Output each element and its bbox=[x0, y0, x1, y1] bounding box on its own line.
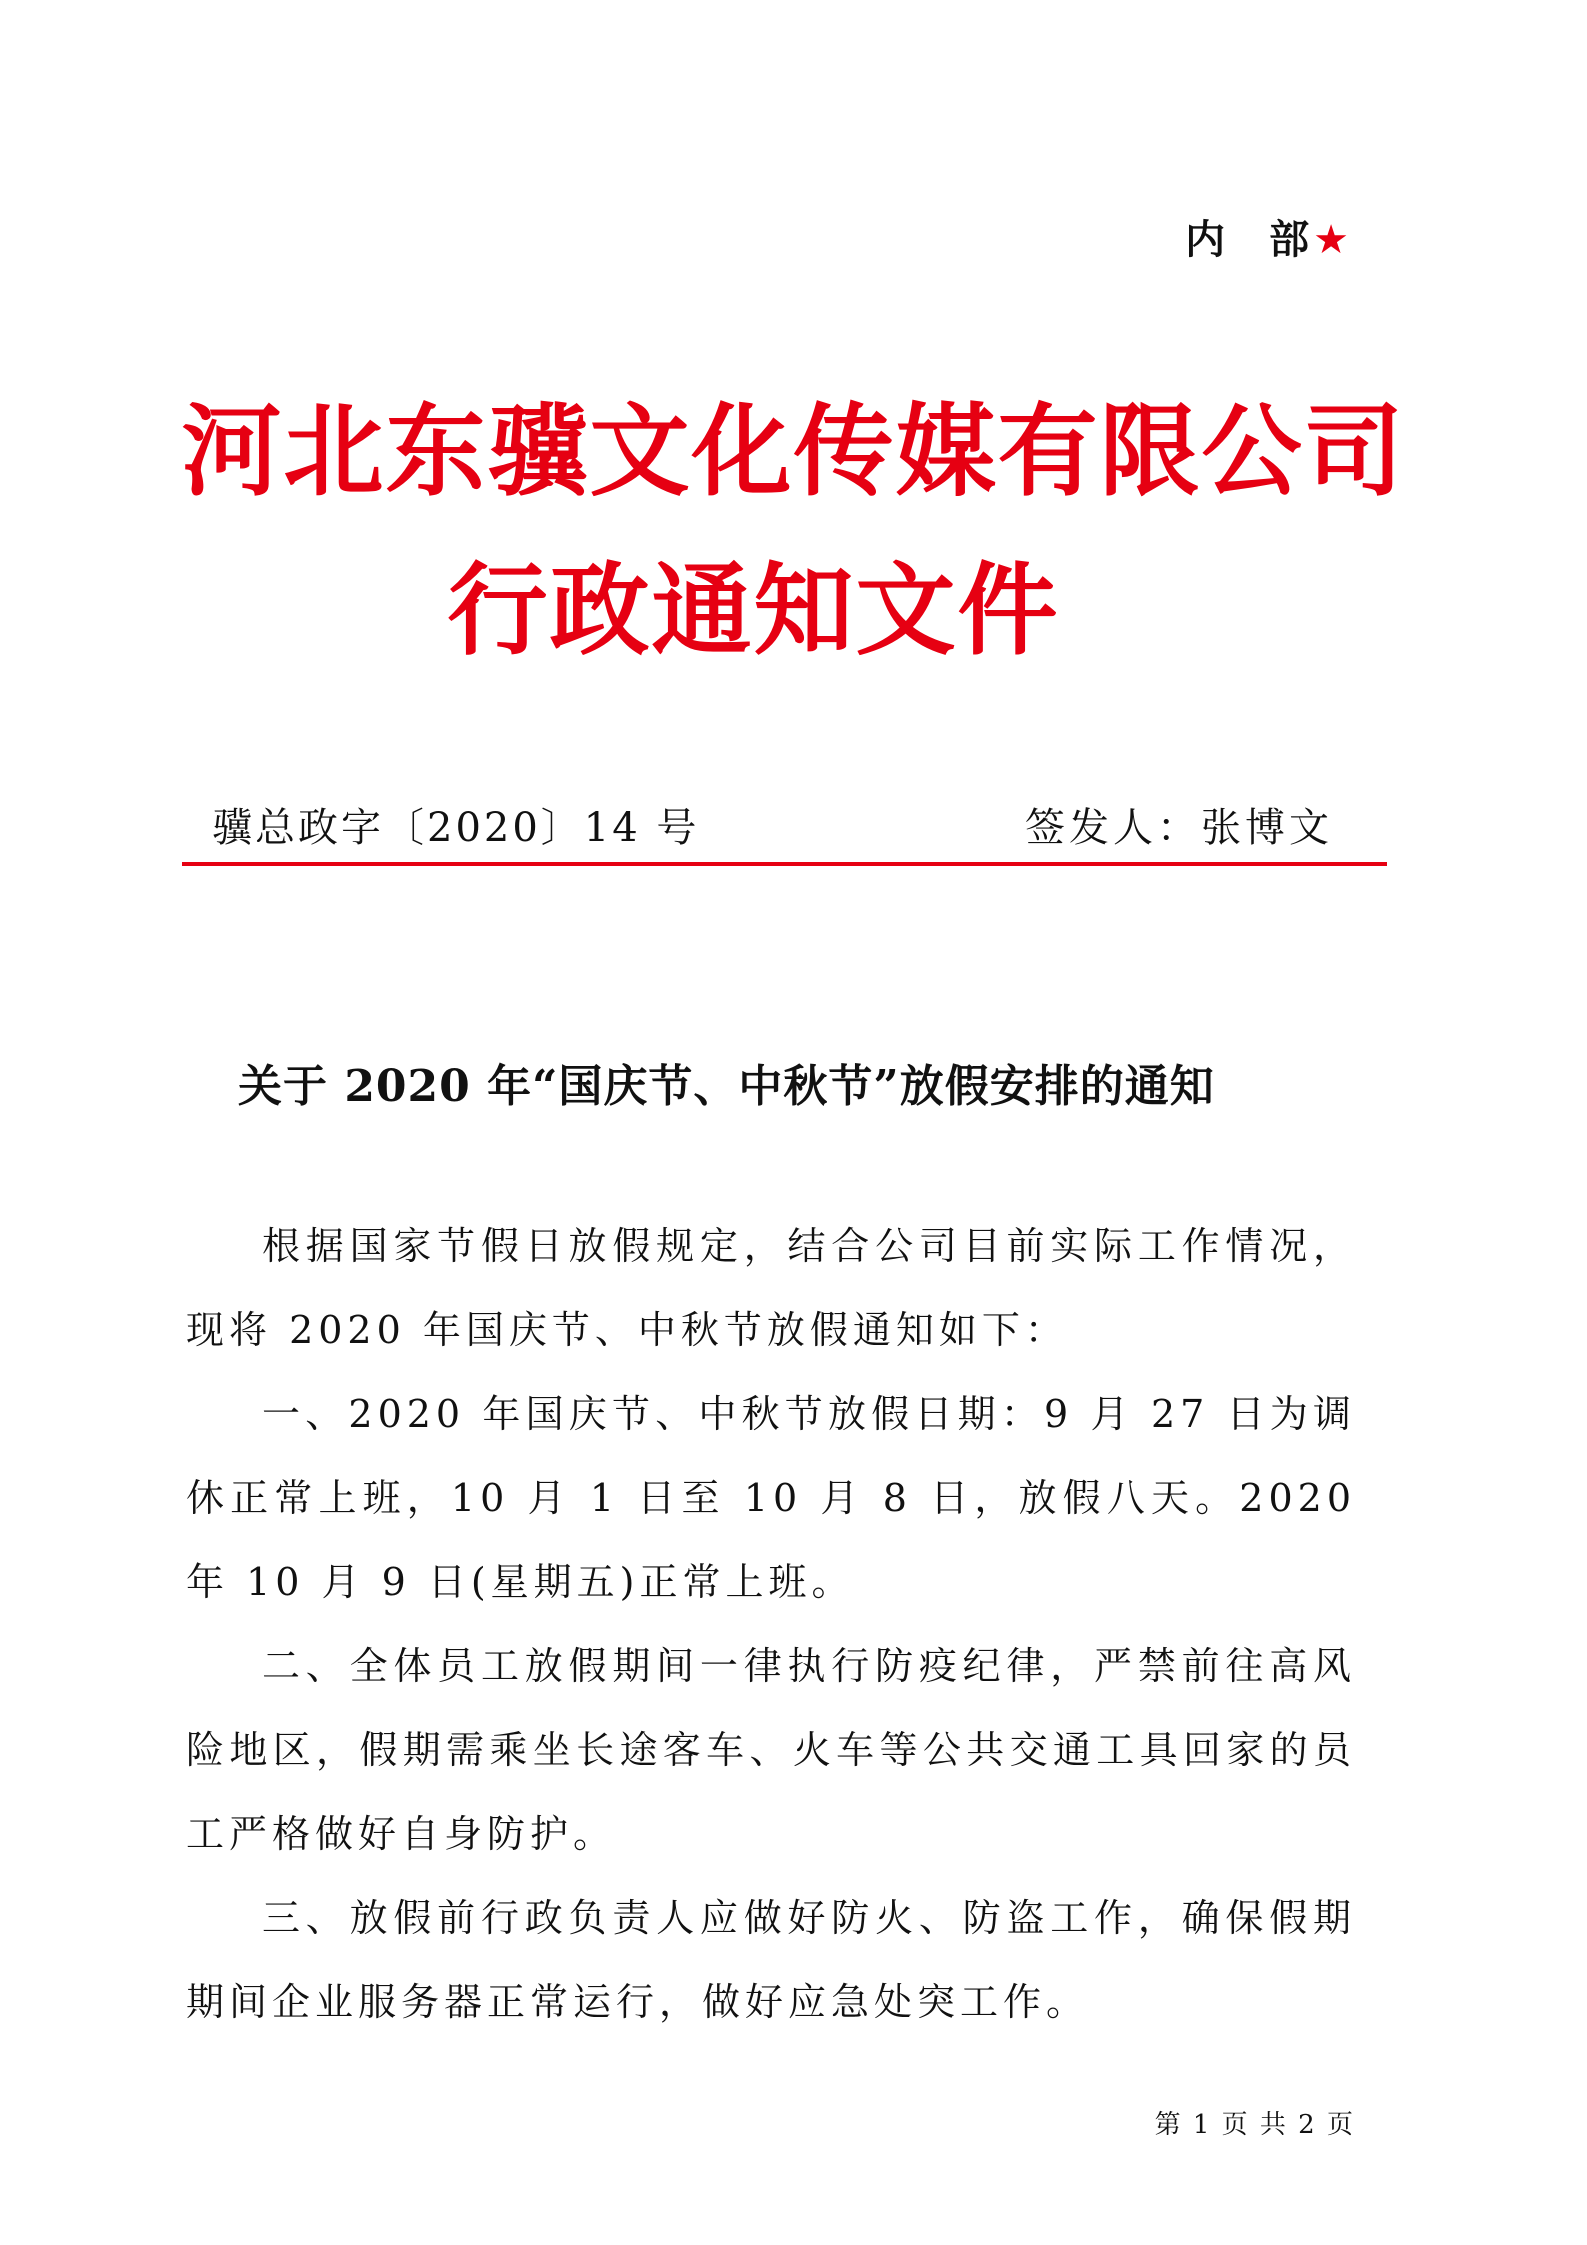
paragraph-item-2: 二、全体员工放假期间一律执行防疫纪律，严禁前往高风险地区，假期需乘坐长途客车、火车等公共交通工具回家的员工严格做好自身防护。 bbox=[186, 1644, 1356, 1856]
notice-title: 关于 2020 年“国庆节、中秋节”放假安排的通知 bbox=[238, 1061, 1215, 1112]
classification-mark bbox=[1185, 208, 1351, 265]
notice-body bbox=[186, 1204, 1356, 2044]
star-icon: ★ bbox=[1313, 217, 1351, 263]
document-number: 骥总政字〔2020〕14 号 bbox=[212, 805, 700, 851]
masthead-document-type: 行政通知文件 bbox=[447, 551, 1060, 669]
paragraph-item-3: 三、放假前行政负责人应做好防火、防盗工作，确保假期期间企业服务器正常运行，做好应急处突工作。 bbox=[186, 1896, 1356, 2024]
classification-label: 内 部 bbox=[1185, 217, 1312, 263]
page-number: 第 1 页 共 2 页 bbox=[1154, 2110, 1355, 2140]
paragraph-intro: 根据国家节假日放假规定，结合公司目前实际工作情况，现将 2020 年国庆节、中秋节放假通知如下： bbox=[186, 1224, 1356, 1352]
masthead-company-name: 河北东骥文化传媒有限公司 bbox=[181, 392, 1406, 510]
issuer-signature-line: 签发人：张博文 bbox=[1025, 805, 1333, 851]
paragraph-item-1: 一、2020 年国庆节、中秋节放假日期：9 月 27 日为调休正常上班，10 月 1 日至 10 月 8 日，放假八天。2020 年 10 月 9 日(星期五)正常上班。 bbox=[186, 1392, 1356, 1604]
red-divider-line bbox=[182, 862, 1387, 866]
